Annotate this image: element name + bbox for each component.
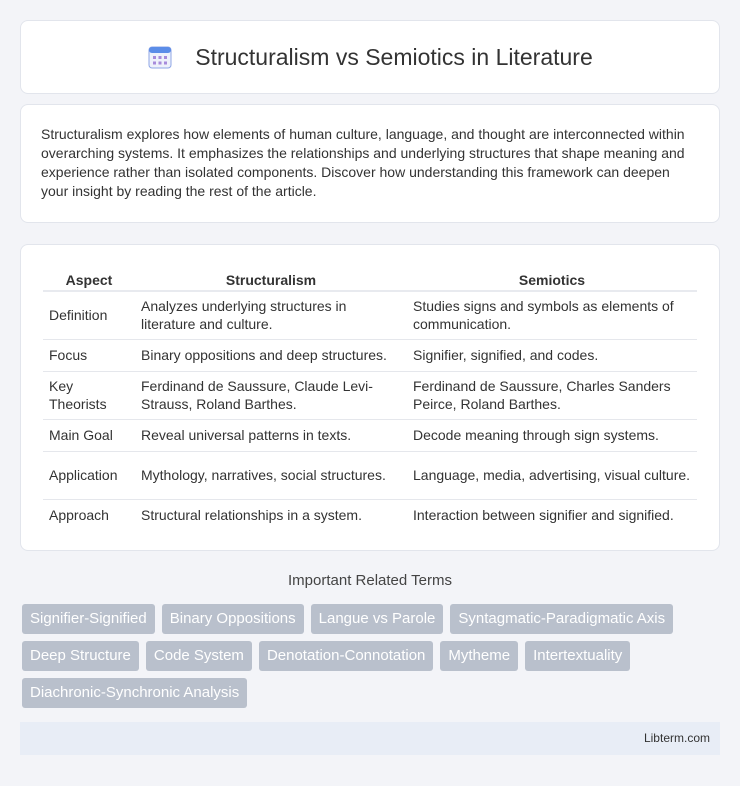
table-cell-aspect: Approach [49, 507, 109, 524]
tag-mytheme[interactable]: Mytheme [440, 641, 518, 671]
tag-signifier-signified[interactable]: Signifier-Signified [22, 604, 155, 634]
page-title: Structuralism vs Semiotics in Literature [195, 43, 593, 70]
table-row [43, 499, 697, 531]
table-row [43, 451, 697, 499]
tag-deep-structure[interactable]: Deep Structure [22, 641, 139, 671]
footer-site-link[interactable]: Libterm.com [643, 731, 710, 745]
column-header-aspect: Aspect [43, 265, 135, 291]
tag-denotation-connotation[interactable]: Denotation-Connotation [259, 641, 433, 671]
table-row [43, 419, 697, 451]
comparison-table [43, 265, 697, 531]
tag-binary-oppositions[interactable]: Binary Oppositions [162, 604, 304, 634]
table-cell-aspect: Application [43, 451, 135, 499]
table-cell-semiotics: Signifier, signified, and codes. [407, 339, 697, 371]
table-header-row [43, 265, 697, 291]
table-cell-semiotics: Studies signs and symbols as elements of communication. [407, 291, 697, 339]
tag-code-system[interactable]: Code System [146, 641, 252, 671]
table-row [43, 371, 697, 419]
table-cell-aspect: Main Goal [43, 419, 135, 451]
column-header-semiotics: Semiotics [407, 265, 697, 291]
table-cell-structuralism: Reveal universal patterns in texts. [135, 419, 407, 451]
tag-intertextuality[interactable]: Intertextuality [525, 641, 630, 671]
table-cell-semiotics: Interaction between signifier and signified. [413, 507, 674, 524]
table-cell-structuralism: Ferdinand de Saussure, Claude Levi-Strauss, Roland Barthes. [135, 371, 407, 419]
calendar-icon [147, 44, 173, 70]
tag-langue-vs-parole[interactable]: Langue vs Parole [311, 604, 444, 634]
table-cell-structuralism: Binary oppositions and deep structures. [135, 339, 407, 371]
comparison-card [20, 244, 720, 551]
tag-diachronic-synchronic-analysis[interactable]: Diachronic-Synchronic Analysis [22, 678, 247, 708]
intro-paragraph: Structuralism explores how elements of human culture, language, and thought are interconnected within overarching systems. It emphasizes the relationships and underlying structures that shape meaning and experience rather than isolated components. Discover how understanding this framework can deepen your insight by reading the rest of the article. [41, 126, 685, 199]
related-terms-list [22, 604, 722, 708]
column-header-structuralism: Structuralism [135, 265, 407, 291]
table-row [43, 339, 697, 371]
table-cell-semiotics: Language, media, advertising, visual culture. [407, 451, 697, 499]
table-cell-aspect: Focus [43, 339, 135, 371]
table-cell-structuralism: Mythology, narratives, social structures. [135, 451, 407, 499]
table-cell-aspect: Definition [43, 291, 135, 339]
table-cell-structuralism: Structural relationships in a system. [141, 507, 362, 524]
tag-syntagmatic-paradigmatic-axis[interactable]: Syntagmatic-Paradigmatic Axis [450, 604, 673, 634]
related-terms-heading: Important Related Terms [288, 572, 452, 589]
intro-card [20, 104, 720, 223]
table-cell-structuralism: Analyzes underlying structures in literature and culture. [135, 291, 407, 339]
table-cell-semiotics: Decode meaning through sign systems. [407, 419, 697, 451]
title-card [20, 20, 720, 94]
table-cell-aspect: Key Theorists [43, 371, 135, 419]
table-cell-semiotics: Ferdinand de Saussure, Charles Sanders Peirce, Roland Barthes. [407, 371, 697, 419]
table-row [43, 291, 697, 339]
footer [20, 722, 720, 755]
